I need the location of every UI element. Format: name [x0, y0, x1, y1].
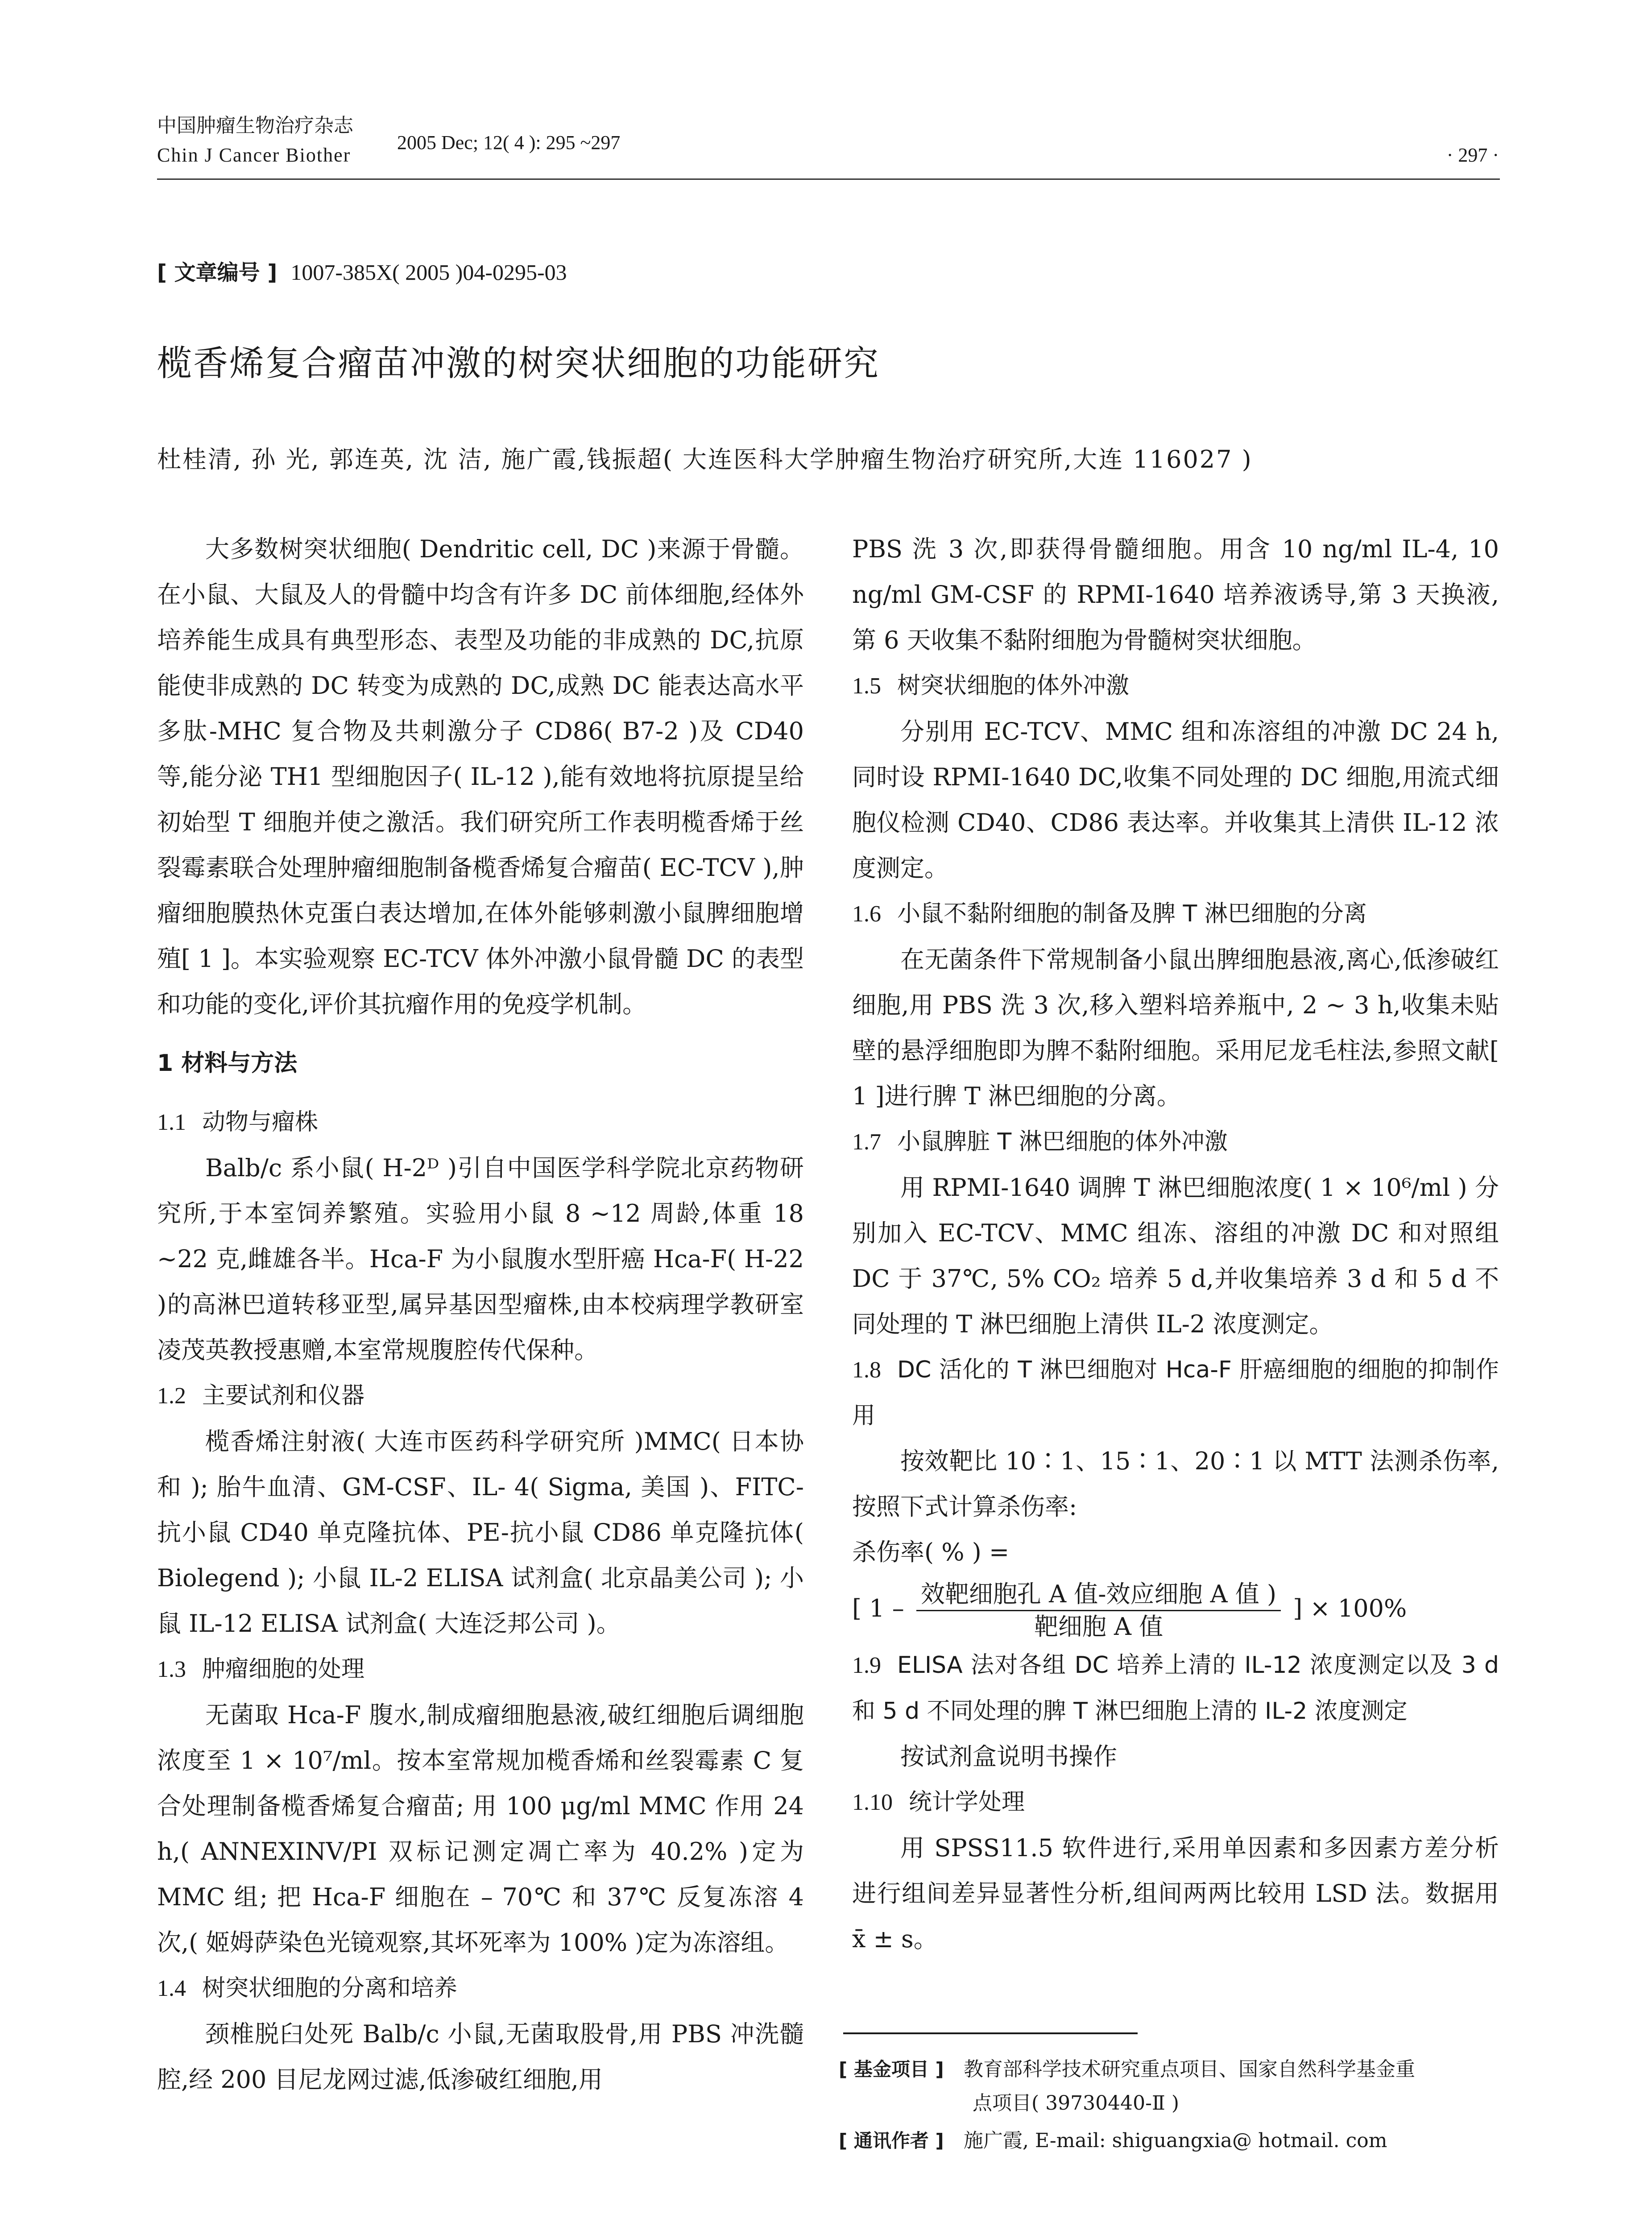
paragraph-1-10: 用 SPSS11.5 软件进行,采用单因素和多因素方差分析进行组间差异显著性分析,组间两两比较用 LSD 法。数据用 x̄ ± s。 — [852, 1833, 1499, 1953]
subsection-1-3 — [157, 1646, 804, 1692]
subsection-title: ELISA 法对各组 DC 培养上清的 IL-12 浓度测定以及 3 d 和 5 d 不同处理的脾 T 淋巴细胞上清的 IL-2 浓度测定 — [852, 1651, 1499, 1725]
paragraph-1-4: 颈椎脱臼处死 Balb/c 小鼠,无菌取股骨,用 PBS 冲洗髓腔,经 200 目尼龙网过滤,低渗破红细胞,用 — [157, 2020, 804, 2094]
paper-title: 榄香烯复合瘤苗冲激的树突状细胞的功能研究 — [157, 344, 880, 384]
formula-numerator: 效靶细胞孔 A 值-效应细胞 A 值 ) — [916, 1579, 1281, 1611]
page-number: · 297 · — [1446, 144, 1499, 166]
formula-denominator: 靶细胞 A 值 — [1034, 1612, 1163, 1641]
formula-open: [ 1 – — [852, 1594, 904, 1622]
subsection-1-10 — [852, 1779, 1499, 1825]
subsection-1-1 — [157, 1099, 804, 1145]
section-heading-1: 1 材料与方法 — [157, 1050, 298, 1077]
subsection-number: 1.10 — [852, 1789, 893, 1815]
header-rule — [157, 178, 1500, 180]
subsection-number: 1.6 — [852, 901, 881, 927]
corresponding-label: [ 通讯作者 ] — [839, 2130, 944, 2152]
article-number-value: 1007-385X( 2005 )04-0295-03 — [290, 260, 567, 285]
subsection-title: 树突状细胞的分离和培养 — [202, 1975, 458, 2002]
paragraph-1-6: 在无菌条件下常规制备小鼠出脾细胞悬液,离心,低渗破红细胞,用 PBS 洗 3 次,移入塑料培养瓶中, 2 ~ 3 h,收集未贴壁的悬浮细胞即为脾不黏附细胞。采用尼龙毛柱法,参照文献[ 1 ]进行脾 T 淋巴细胞的分离。 — [852, 945, 1499, 1110]
subsection-number: 1.4 — [157, 1976, 186, 2001]
subsection-title: 动物与瘤株 — [202, 1109, 319, 1136]
subsection-number: 1.7 — [852, 1129, 881, 1155]
formula-lhs: 杀伤率( % ) = — [852, 1538, 1010, 1566]
paragraph-1-7: 用 RPMI-1640 调脾 T 淋巴细胞浓度( 1 × 10⁶/ml ) 分别加入 EC-TCV、MMC 组冻、溶组的冲激 DC 和对照组 DC 于 37℃, 5% CO₂ 培养 5 d,并收集培养 3 d 和 5 d 不同处理的 T 淋巴细胞上清供 IL-2 浓度测定。 — [852, 1174, 1499, 1338]
article-number-label: [ 文章编号 ] — [157, 260, 277, 285]
subsection-1-6 — [852, 891, 1499, 937]
subsection-number: 1.1 — [157, 1110, 186, 1135]
right-column — [852, 527, 1499, 1962]
paragraph-1-8: 按效靶比 10∶1、15∶1、20∶1 以 MTT 法测杀伤率,按照下式计算杀伤率: — [852, 1447, 1499, 1521]
subsection-title: 树突状细胞的体外冲激 — [897, 672, 1130, 699]
formula-fraction — [916, 1579, 1281, 1642]
citation: 2005 Dec; 12( 4 ): 295 ~297 — [397, 132, 621, 153]
fund-text: 教育部科学技术研究重点项目、国家自然科学基金重 — [964, 2058, 1415, 2081]
left-column — [157, 527, 804, 2102]
paragraph-1-4-continued: PBS 洗 3 次,即获得骨髓细胞。用含 10 ng/ml IL-4, 10 ng/ml GM-CSF 的 RPMI-1640 培养液诱导,第 3 天换液,第 6 天收集不黏附细胞为骨髓树突状细胞。 — [852, 535, 1499, 654]
footnote-rule — [843, 2032, 1138, 2034]
subsection-1-7 — [852, 1119, 1499, 1165]
paragraph-1-9: 按试剂盒说明书操作 — [900, 1742, 1117, 1771]
subsection-1-4 — [157, 1966, 804, 2011]
subsection-number: 1.8 — [852, 1357, 881, 1383]
subsection-title: 统计学处理 — [909, 1788, 1025, 1816]
authors-affiliation: 杜桂清, 孙 光, 郭连英, 沈 洁, 施广霞,钱振超( 大连医科大学肿瘤生物治疗研究所,大连 116027 ) — [157, 445, 1253, 473]
article-number — [157, 257, 567, 288]
subsection-1-8 — [852, 1347, 1499, 1439]
subsection-number: 1.2 — [157, 1383, 186, 1409]
intro-paragraph: 大多数树突状细胞( Dendritic cell, DC )来源于骨髓。在小鼠、大鼠及人的骨髓中均含有许多 DC 前体细胞,经体外培养能生成具有典型形态、表型及功能的非成熟的 DC,抗原能使非成熟的 DC 转变为成熟的 DC,成熟 DC 能表达高水平多肽-MHC 复合物及共刺激分子 CD86( B7-2 )及 CD40 等,能分泌 TH1 型细胞因子( IL-12 ),能有效地将抗原提呈给初始型 T 细胞并使之激活。我们研究所工作表明榄香烯于丝裂霉素联合处理肿瘤细胞制备榄香烯复合瘤苗( EC-TCV ),肿瘤细胞膜热休克蛋白表达增加,在体外能够刺激小鼠脾细胞增殖[ 1 ]。本实验观察 EC-TCV 体外冲激小鼠骨髓 DC 的表型和功能的变化,评价其抗瘤作用的免疫学机制。 — [157, 535, 804, 1018]
fund-label: [ 基金项目 ] — [839, 2058, 944, 2080]
subsection-number: 1.3 — [157, 1657, 186, 1682]
subsection-number: 1.5 — [852, 673, 881, 699]
subsection-title: 肿瘤细胞的处理 — [202, 1656, 365, 1683]
paragraph-1-1: Balb/c 系小鼠( H-2ᴰ )引自中国医学科学院北京药物研究所,于本室饲养繁殖。实验用小鼠 8 ~12 周龄,体重 18 ~22 克,雌雄各半。Hca-F 为小鼠腹水型肝癌 Hca-F( H-22 )的高淋巴道转移亚型,属异基因型瘤株,由本校病理学教研室凌茂英教授惠赠,本室常规腹腔传代保种。 — [157, 1154, 804, 1364]
kill-rate-formula — [852, 1575, 1499, 1642]
subsection-title: DC 活化的 T 淋巴细胞对 Hca-F 肝癌细胞的细胞的抑制作用 — [852, 1356, 1499, 1429]
journal-name-cn: 中国肿瘤生物治疗杂志 — [157, 114, 353, 137]
subsection-1-2 — [157, 1373, 804, 1419]
journal-name-en: Chin J Cancer Biother — [157, 144, 351, 166]
formula-close: ] × 100% — [1293, 1594, 1407, 1622]
subsection-title: 小鼠不黏附细胞的制备及脾 T 淋巴细胞的分离 — [897, 900, 1367, 927]
fund-footnote — [839, 2053, 1508, 2120]
subsection-title: 主要试剂和仪器 — [202, 1382, 365, 1409]
fund-text-line2: 点项目( 39730440-Ⅱ ) — [973, 2092, 1180, 2115]
subsection-number: 1.9 — [852, 1652, 881, 1678]
subsection-1-9 — [852, 1642, 1499, 1734]
subsection-1-5 — [852, 663, 1499, 709]
corresponding-footnote — [839, 2124, 1508, 2158]
subsection-title: 小鼠脾脏 T 淋巴细胞的体外冲激 — [897, 1128, 1228, 1155]
paragraph-1-3: 无菌取 Hca-F 腹水,制成瘤细胞悬液,破红细胞后调细胞浓度至 1 × 10⁷/ml。按本室常规加榄香烯和丝裂霉素 C 复合处理制备榄香烯复合瘤苗; 用 100 μg/ml MMC 作用 24 h,( ANNEXINV/PI 双标记测定凋亡率为 40.2% )定为 MMC 组; 把 Hca-F 细胞在 – 70℃ 和 37℃ 反复冻溶 4 次,( 姬姆萨染色光镜观察,其坏死率为 100% )定为冻溶组。 — [157, 1701, 804, 1957]
paragraph-1-2: 榄香烯注射液( 大连市医药科学研究所 )MMC( 日本协和 ); 胎牛血清、GM-CSF、IL- 4( Sigma, 美国 )、FITC-抗小鼠 CD40 单克隆抗体、PE-抗小鼠 CD86 单克隆抗体( Biolegend ); 小鼠 IL-2 ELISA 试剂盒( 北京晶美公司 ); 小鼠 IL-12 ELISA 试剂盒( 大连泛邦公司 )。 — [157, 1427, 804, 1638]
paragraph-1-5: 分别用 EC-TCV、MMC 组和冻溶组的冲激 DC 24 h,同时设 RPMI-1640 DC,收集不同处理的 DC 细胞,用流式细胞仪检测 CD40、CD86 表达率。并收集其上清供 IL-12 浓度测定。 — [852, 717, 1499, 882]
corresponding-text: 施广霞, E-mail: shiguangxia@ hotmail. com — [964, 2129, 1387, 2152]
